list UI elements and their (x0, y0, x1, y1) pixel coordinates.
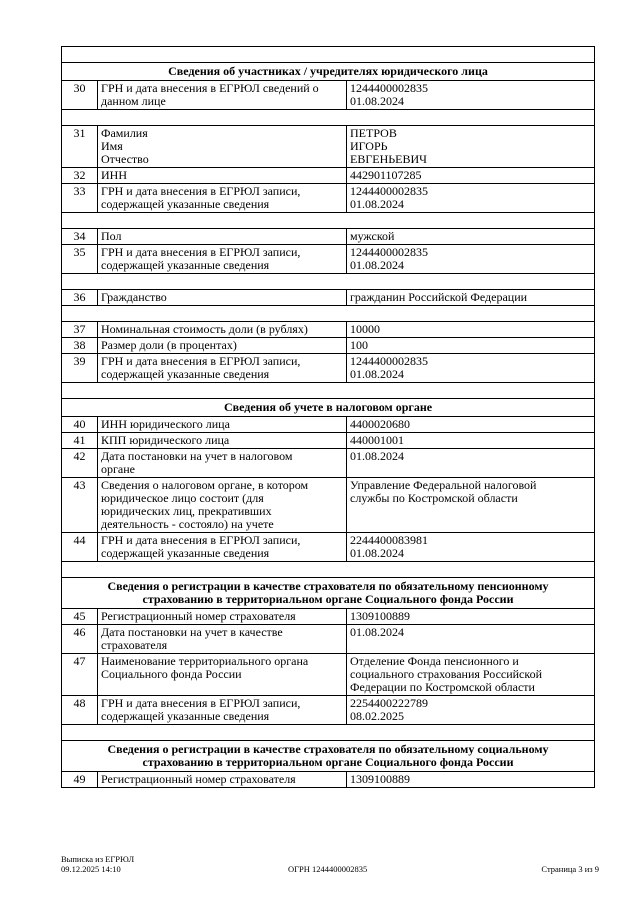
row-label: ИНН юридического лица (98, 417, 347, 433)
section-title: Сведения о регистрации в качестве страхователя по обязательному социальному страхованию в территориальном органе Социального фонда России (62, 741, 595, 772)
row-number: 43 (62, 478, 98, 533)
egrul-table (61, 46, 595, 788)
row-value: 01.08.2024 (347, 625, 595, 654)
row-number: 47 (62, 654, 98, 696)
section-title: Сведения о регистрации в качестве страхователя по обязательному пенсионному страхованию в территориальном органе Социального фонда России (62, 578, 595, 609)
table-row (62, 533, 595, 562)
row-number: 41 (62, 433, 98, 449)
row-label: ГРН и дата внесения в ЕГРЮЛ сведений о данном лице (98, 81, 347, 110)
row-label: КПП юридического лица (98, 433, 347, 449)
row-value: гражданин Российской Федерации (347, 290, 595, 306)
row-number: 42 (62, 449, 98, 478)
row-value: 4400020680 (347, 417, 595, 433)
row-number: 30 (62, 81, 98, 110)
row-value: 1244400002835 01.08.2024 (347, 354, 595, 383)
row-label: Сведения о налоговом органе, в котором юридическое лицо состоит (для юридических лиц, прекративших деятельность - состояло) на учете (98, 478, 347, 533)
row-number: 33 (62, 184, 98, 213)
table-row (62, 654, 595, 696)
table-row (62, 609, 595, 625)
section-title: Сведения об участниках / учредителях юридического лица (62, 63, 595, 81)
row-label: Фамилия Имя Отчество (98, 126, 347, 168)
section-header (62, 63, 595, 81)
spacer-row (62, 110, 595, 126)
row-value: 2254400222789 08.02.2025 (347, 696, 595, 725)
row-number: 48 (62, 696, 98, 725)
table-row (62, 338, 595, 354)
footer-page-number: Страница 3 из 9 (541, 864, 599, 874)
row-number: 32 (62, 168, 98, 184)
spacer-row (62, 562, 595, 578)
spacer-row (62, 213, 595, 229)
table-row (62, 245, 595, 274)
spacer-row (62, 306, 595, 322)
spacer-row (62, 47, 595, 63)
row-label: ГРН и дата внесения в ЕГРЮЛ записи, содержащей указанные сведения (98, 696, 347, 725)
section-header (62, 578, 595, 609)
table-row (62, 417, 595, 433)
table-row (62, 184, 595, 213)
row-label: ГРН и дата внесения в ЕГРЮЛ записи, содержащей указанные сведения (98, 184, 347, 213)
row-label: Регистрационный номер страхователя (98, 609, 347, 625)
footer-doc-info (61, 854, 134, 874)
row-value: 1244400002835 01.08.2024 (347, 245, 595, 274)
row-value: 442901107285 (347, 168, 595, 184)
table-row (62, 449, 595, 478)
spacer-row (62, 725, 595, 741)
row-number: 36 (62, 290, 98, 306)
row-value: 1309100889 (347, 772, 595, 788)
row-label: Наименование территориального органа Социального фонда России (98, 654, 347, 696)
row-number: 46 (62, 625, 98, 654)
row-number: 34 (62, 229, 98, 245)
row-value: 1244400002835 01.08.2024 (347, 184, 595, 213)
row-value: 1309100889 (347, 609, 595, 625)
row-value: 1244400002835 01.08.2024 (347, 81, 595, 110)
row-label: Пол (98, 229, 347, 245)
row-label: Дата постановки на учет в качестве страхователя (98, 625, 347, 654)
table-row (62, 229, 595, 245)
row-value: 01.08.2024 (347, 449, 595, 478)
row-number: 45 (62, 609, 98, 625)
row-value: мужской (347, 229, 595, 245)
table-row (62, 290, 595, 306)
row-value: Управление Федеральной налоговой службы по Костромской области (347, 478, 595, 533)
row-number: 38 (62, 338, 98, 354)
row-number: 37 (62, 322, 98, 338)
row-label: Размер доли (в процентах) (98, 338, 347, 354)
spacer-row (62, 274, 595, 290)
footer-doc-name: Выписка из ЕГРЮЛ (61, 854, 135, 864)
table-row (62, 322, 595, 338)
table-row (62, 772, 595, 788)
section-header (62, 399, 595, 417)
row-label: ИНН (98, 168, 347, 184)
row-label: Номинальная стоимость доли (в рублях) (98, 322, 347, 338)
row-label: Гражданство (98, 290, 347, 306)
row-number: 40 (62, 417, 98, 433)
row-number: 49 (62, 772, 98, 788)
row-number: 44 (62, 533, 98, 562)
table-row (62, 126, 595, 168)
row-label: ГРН и дата внесения в ЕГРЮЛ записи, содержащей указанные сведения (98, 354, 347, 383)
section-title: Сведения об учете в налоговом органе (62, 399, 595, 417)
row-label: ГРН и дата внесения в ЕГРЮЛ записи, содержащей указанные сведения (98, 245, 347, 274)
row-value: 100 (347, 338, 595, 354)
footer-ogrn: ОГРН 1244400002835 (288, 864, 368, 874)
row-number: 39 (62, 354, 98, 383)
row-label: Регистрационный номер страхователя (98, 772, 347, 788)
table-row (62, 625, 595, 654)
footer-datetime: 09.12.2025 14:10 (61, 864, 121, 874)
row-value: 440001001 (347, 433, 595, 449)
row-number: 31 (62, 126, 98, 168)
row-value: ПЕТРОВ ИГОРЬ ЕВГЕНЬЕВИЧ (347, 126, 595, 168)
table-row (62, 168, 595, 184)
row-value: Отделение Фонда пенсионного и социального страхования Российской Федерации по Костромской области (347, 654, 595, 696)
row-value: 2244400083981 01.08.2024 (347, 533, 595, 562)
table-row (62, 81, 595, 110)
row-label: Дата постановки на учет в налоговом органе (98, 449, 347, 478)
table-row (62, 354, 595, 383)
spacer-row (62, 383, 595, 399)
row-value: 10000 (347, 322, 595, 338)
row-number: 35 (62, 245, 98, 274)
table-row (62, 696, 595, 725)
section-header (62, 741, 595, 772)
table-row (62, 433, 595, 449)
row-label: ГРН и дата внесения в ЕГРЮЛ записи, содержащей указанные сведения (98, 533, 347, 562)
table-row (62, 478, 595, 533)
